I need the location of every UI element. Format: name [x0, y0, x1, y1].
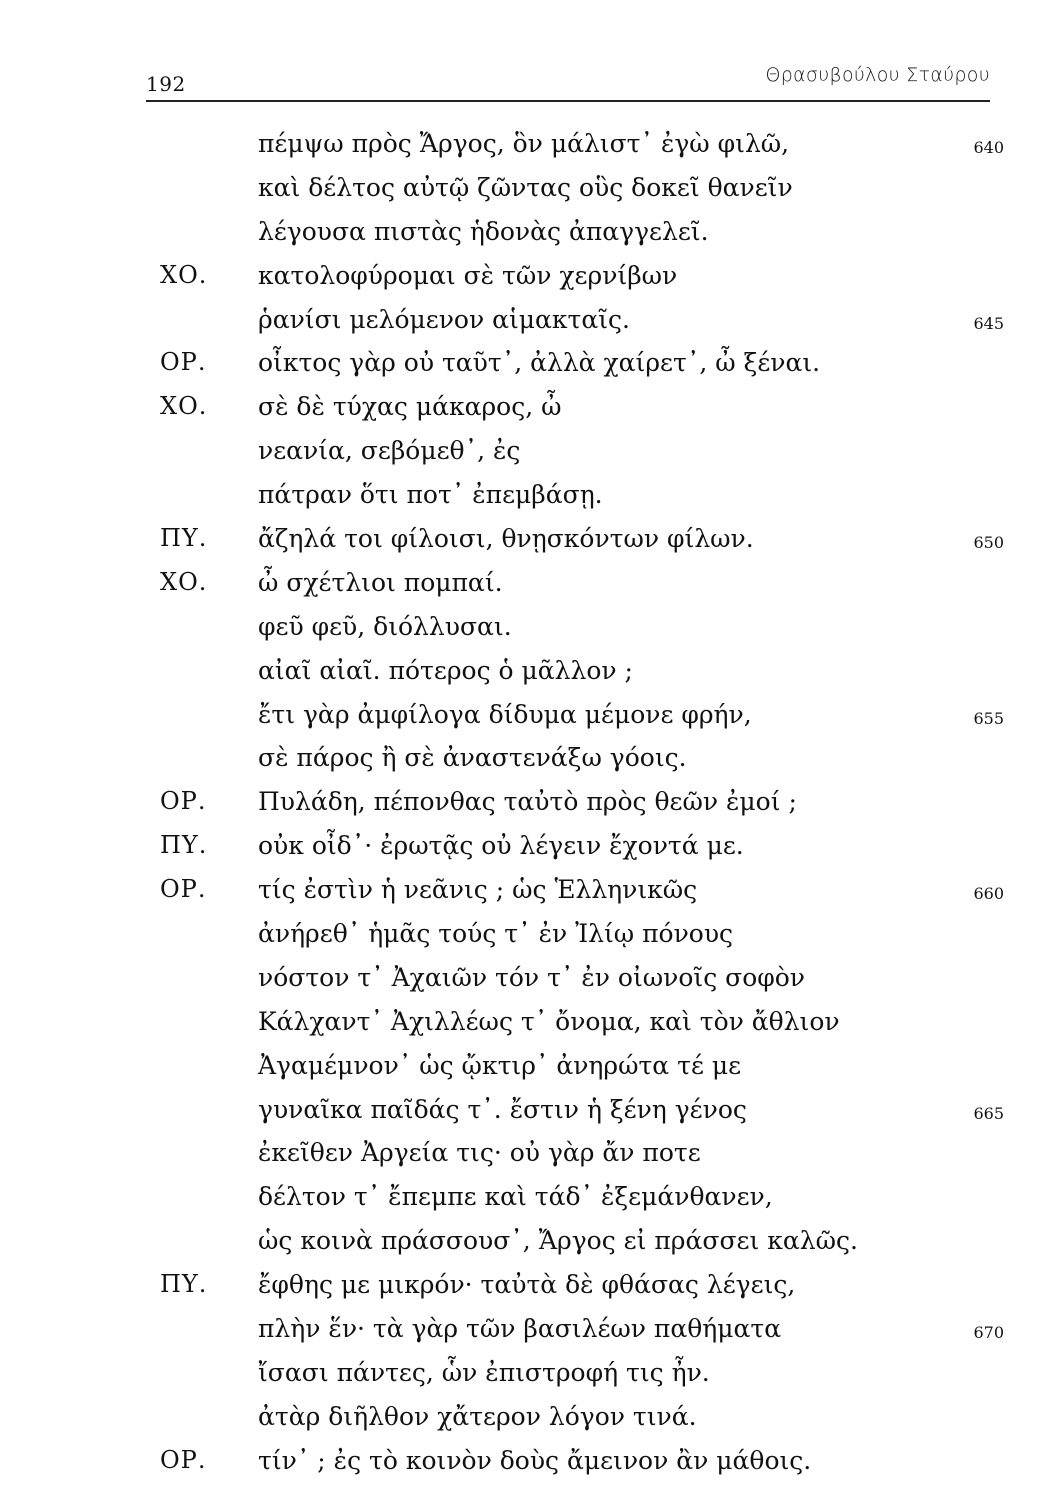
verse-line — [0, 1000, 1044, 1044]
verse-text: ἔφθης με μικρόν· ταὐτὰ δὲ φθάσας λέγεις, — [258, 1270, 796, 1300]
verse-text: λέγουσα πιστὰς ἡδονὰς ἀπαγγελεῖ. — [258, 216, 709, 246]
verse-text: ὦ σχέτλιοι πομπαί. — [258, 567, 503, 597]
verse-text: σὲ πάρος ἢ σὲ ἀναστενάξω γόοις. — [258, 743, 687, 773]
verse-text: αἰαῖ αἰαῖ. πότερος ὁ μᾶλλον ; — [258, 655, 633, 685]
verse-text: σὲ δὲ τύχας μάκαρος, ὦ — [258, 392, 562, 422]
verse-text: τίν᾽ ; ἐς τὸ κοινὸν δοὺς ἄμεινον ἂν μάθοις. — [258, 1445, 812, 1475]
verse-line — [0, 605, 1044, 649]
verse-line — [0, 561, 1044, 605]
verse-line — [0, 956, 1044, 1000]
speaker-label: ΟΡ. — [160, 875, 207, 904]
speaker-label: ΧΟ. — [160, 567, 208, 596]
verse-text: ὡς κοινὰ πράσσουσ᾽, Ἄργος εἰ πράσσει καλῶς. — [258, 1226, 858, 1256]
line-number: 670 — [973, 1323, 1004, 1343]
speaker-label: ΟΡ. — [160, 787, 207, 816]
speaker-label: ΧΟ. — [160, 260, 208, 289]
verse-line — [0, 1395, 1044, 1439]
verse-text: ἄζηλά τοι φίλοισι, θνῃσκόντων φίλων. — [258, 524, 754, 554]
verse-text: ἔτι γὰρ ἀμφίλογα δίδυμα μέμονε φρήν, — [258, 699, 752, 729]
verse-line — [0, 254, 1044, 298]
verse-line — [0, 736, 1044, 780]
verse-line — [0, 1439, 1044, 1483]
line-number: 650 — [973, 533, 1004, 553]
verse-text: Πυλάδη, πέπονθας ταὐτὸ πρὸς θεῶν ἐμοί ; — [258, 787, 797, 817]
verse-line — [0, 1351, 1044, 1395]
verse-text: πάτραν ὅτι ποτ᾽ ἐπεμβάσῃ. — [258, 480, 603, 510]
running-head: Θρασυβούλου Σταύρου — [765, 64, 990, 86]
verse-text: ἀτὰρ διῆλθον χἄτερον λόγον τινά. — [258, 1401, 697, 1431]
speaker-label: ΟΡ. — [160, 348, 207, 377]
verse-text: γυναῖκα παῖδάς τ᾽. ἔστιν ἡ ξένη γένος — [258, 1094, 747, 1124]
verse-text: νόστον τ᾽ Ἀχαιῶν τόν τ᾽ ἐν οἰωνοῖς σοφὸν — [258, 962, 806, 992]
speaker-label: ΠΥ. — [160, 524, 208, 553]
verse-text: ἐκεῖθεν Ἀργεία τις· οὐ γὰρ ἄν ποτε — [258, 1138, 701, 1168]
verse-text: ἴσασι πάντες, ὧν ἐπιστροφή τις ἦν. — [258, 1357, 710, 1387]
line-number: 640 — [973, 138, 1004, 157]
verse-text: κατολοφύρομαι σὲ τῶν χερνίβων — [258, 260, 678, 290]
speaker-label: ΠΥ. — [160, 831, 208, 860]
verse-line — [0, 693, 1044, 737]
verse-line — [0, 429, 1044, 473]
verse-line — [0, 1088, 1044, 1132]
verse-line — [0, 122, 1044, 166]
verse-text: οὐκ οἶδ᾽· ἐρωτᾷς οὐ λέγειν ἔχοντά με. — [258, 831, 744, 861]
verse-line — [0, 1131, 1044, 1175]
verse-line — [0, 341, 1044, 385]
verse-line — [0, 824, 1044, 868]
verse-line — [0, 298, 1044, 342]
verse-text: πλὴν ἕν· τὰ γὰρ τῶν βασιλέων παθήματα — [258, 1314, 782, 1344]
speaker-label: ΧΟ. — [160, 392, 208, 421]
verse-text: ῥανίσι μελόμενον αἱμακταῖς. — [258, 304, 630, 334]
verse-text: Ἀγαμέμνον᾽ ὡς ᾤκτιρ᾽ ἀνηρώτα τέ με — [258, 1050, 742, 1080]
verse-text: νεανία, σεβόμεθ᾽, ἐς — [258, 436, 521, 466]
verse-text: φεῦ φεῦ, διόλλυσαι. — [258, 611, 512, 641]
verse-line — [0, 473, 1044, 517]
header-rule — [146, 100, 990, 102]
verse-line — [0, 868, 1044, 912]
verse-text: Κάλχαντ᾽ Ἀχιλλέως τ᾽ ὄνομα, καὶ τὸν ἄθλιον — [258, 1006, 840, 1036]
speaker-label: ΠΥ. — [160, 1270, 208, 1299]
verse-text: δέλτον τ᾽ ἔπεμπε καὶ τάδ᾽ ἐξεμάνθανεν, — [258, 1182, 773, 1212]
line-number: 665 — [973, 1103, 1004, 1123]
verse-line — [0, 385, 1044, 429]
verse-text: οἶκτος γὰρ οὐ ταῦτ᾽, ἀλλὰ χαίρετ᾽, ὦ ξέναι. — [258, 348, 821, 378]
verse-line — [0, 1175, 1044, 1219]
page-number: 192 — [146, 72, 186, 96]
verse-text-block — [0, 122, 1044, 1483]
verse-line — [0, 166, 1044, 210]
verse-line — [0, 1219, 1044, 1263]
speaker-label: ΟΡ. — [160, 1445, 207, 1474]
verse-text: ἀνήρεθ᾽ ἡμᾶς τούς τ᾽ ἐν Ἰλίῳ πόνους — [258, 919, 734, 949]
verse-line — [0, 1044, 1044, 1088]
verse-line — [0, 912, 1044, 956]
verse-text: πέμψω πρὸς Ἄργος, ὃν μάλιστ᾽ ἐγὼ φιλῶ, — [258, 129, 790, 158]
line-number: 660 — [973, 884, 1004, 904]
line-number: 645 — [973, 313, 1004, 333]
verse-line — [0, 1263, 1044, 1307]
verse-text: τίς ἐστὶν ἡ νεᾶνις ; ὡς Ἑλληνικῶς — [258, 875, 698, 905]
verse-line — [0, 649, 1044, 693]
line-number: 655 — [973, 708, 1004, 728]
verse-text: καὶ δέλτος αὐτῷ ζῶντας οὓς δοκεῖ θανεῖν — [258, 172, 793, 202]
verse-line — [0, 780, 1044, 824]
verse-line — [0, 1307, 1044, 1351]
verse-line — [0, 517, 1044, 561]
verse-line — [0, 210, 1044, 254]
